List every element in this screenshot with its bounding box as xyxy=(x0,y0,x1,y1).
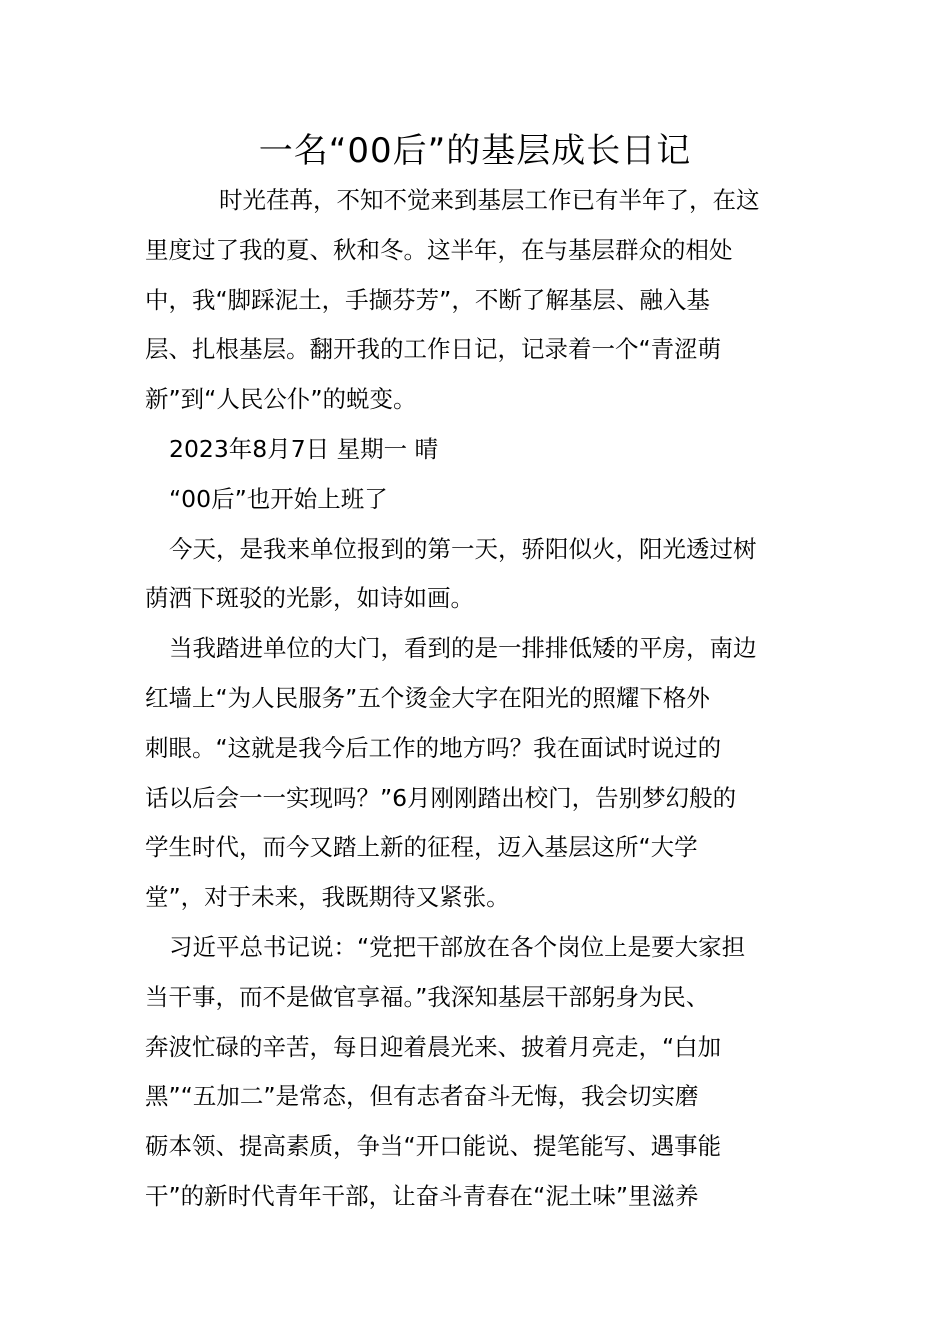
paragraph-line: 习近平总书记说：“党把干部放在各个岗位上是要大家担 xyxy=(169,932,746,961)
paragraph-line: 堂”，对于未来，我既期待又紧张。 xyxy=(145,883,510,912)
paragraph-line: 砺本领、提高素质，争当“开口能说、提笔能写、遇事能 xyxy=(145,1132,722,1161)
paragraph-line: 当我踏进单位的大门，看到的是一排排低矮的平房，南边 xyxy=(169,634,757,663)
paragraph-line: 学生时代，而今又踏上新的征程，迈入基层这所“大学 xyxy=(145,833,698,862)
paragraph-line: 荫洒下斑驳的光影，如诗如画。 xyxy=(145,584,474,613)
diary-date: 2023年8月7日 星期一 晴 xyxy=(169,434,439,463)
paragraph-line: 奔波忙碌的辛苦，每日迎着晨光来、披着月亮走，“白加 xyxy=(145,1032,722,1061)
paragraph-line: 黑”“五加二”是常态，但有志者奋斗无悔，我会切实磨 xyxy=(145,1082,699,1111)
document-title: 一名“00后”的基层成长日记 xyxy=(258,131,692,171)
paragraph-line: 层、扎根基层。翻开我的工作日记，记录着一个“青涩萌 xyxy=(145,335,722,364)
paragraph-line: 刺眼。“这就是我今后工作的地方吗？我在面试时说过的 xyxy=(145,733,722,762)
paragraph-line: 当干事，而不是做官享福。”我深知基层干部躬身为民、 xyxy=(145,982,710,1011)
paragraph-line: 新”到“人民公仆”的蜕变。 xyxy=(145,385,417,414)
document-body xyxy=(145,176,810,1222)
diary-entry-title: “00后”也开始上班了 xyxy=(169,484,388,513)
paragraph-line: 今天，是我来单位报到的第一天，骄阳似火，阳光透过树 xyxy=(169,534,757,563)
paragraph-line: 里度过了我的夏、秋和冬。这半年，在与基层群众的相处 xyxy=(145,235,733,264)
paragraph-line: 中，我“脚踩泥土，手撷芬芳”，不断了解基层、融入基 xyxy=(145,285,710,314)
paragraph-line: 干”的新时代青年干部，让奋斗青春在“泥土味”里滋养 xyxy=(145,1181,699,1210)
paragraph-line: 时光荏苒，不知不觉来到基层工作已有半年了，在这 xyxy=(219,186,760,214)
paragraph-line: 红墙上“为人民服务”五个烫金大字在阳光的照耀下格外 xyxy=(145,683,710,712)
paragraph-line: 话以后会一一实现吗？”6月刚刚踏出校门，告别梦幻般的 xyxy=(145,783,737,812)
